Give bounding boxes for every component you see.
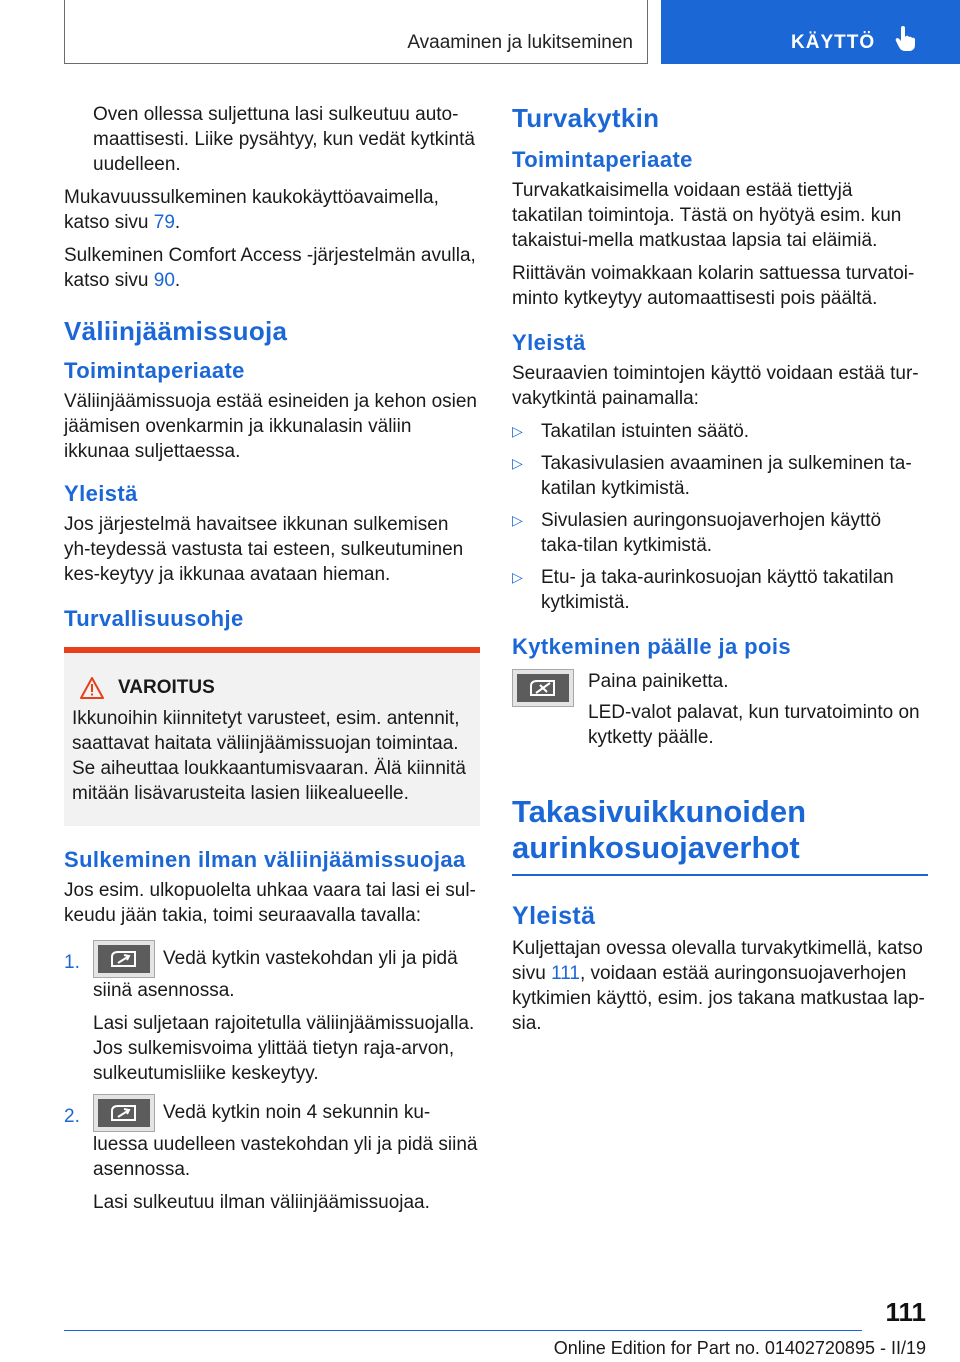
close-without-text: Jos esim. ulkopuolelta uhkaa vaara tai lasi ei sul‐keudu jään takia, toimi seuraavalla tavalla: <box>64 880 476 926</box>
window-switch-button-icon <box>93 940 155 978</box>
list-item <box>512 565 928 615</box>
step-item <box>64 940 480 1086</box>
general-text: Jos järjestelmä havaitsee ikkunan sulkemisen yh‐teydessä vastusta tai esteen, sulkeutuminen kes‐keytyy ja ikkunaa avataan hieman. <box>64 514 464 585</box>
close-without-protection-heading: Sulkeminen ilman väliinjäämissuojaa <box>64 847 466 872</box>
blocked-functions-list <box>512 419 928 615</box>
right-column <box>512 102 928 1044</box>
left-column <box>64 102 480 1229</box>
list-item-text: Takasivulasien avaaminen ja sulkeminen ta‐katilan kytkimistä. <box>541 453 912 499</box>
step-result: Lasi sulkeutuu ilman väliinjäämissuojaa. <box>93 1192 430 1213</box>
step-result: Lasi suljetaan rajoitetulla väliinjäämissuojalla. Jos sulkemisvoima ylittää tietyn raja-arvon, sulkeutumisliike keskeytyy. <box>93 1013 475 1084</box>
on-off-heading: Kytkeminen päälle ja pois <box>512 634 791 659</box>
triangle-bullet-icon: ▷ <box>512 455 523 471</box>
led-text: LED-valot palavat, kun turvatoiminto on kytketty päälle. <box>588 702 920 748</box>
sunblind-chapter-heading: Takasivuikkunoiden aurinkosuojaverhot <box>512 794 928 876</box>
list-item-text: Sivulasien auringonsuojaverhojen käyttö taka‐tilan kytkimistä. <box>541 510 882 556</box>
footer-divider <box>64 1330 862 1331</box>
chapter-text-a: Kuljettajan ovessa olevalla turvakytkimellä, katso sivu <box>512 938 923 984</box>
general-heading: Yleistä <box>512 330 586 355</box>
section-title: Avaaminen ja lukitseminen <box>407 32 633 53</box>
page-link-111[interactable]: 111 <box>551 963 580 984</box>
step-number: 1. <box>64 952 80 973</box>
triangle-bullet-icon: ▷ <box>512 569 523 585</box>
header-section-box <box>64 0 648 64</box>
principle-text-1: Turvakatkaisimella voidaan estää tiettyjä takatilan toimintoja. Tästä on hyötyä esim. kun takaistui‐mella matkustaa lapsia tai eläimiä. <box>512 180 902 251</box>
principle-text: Väliinjäämissuoja estää esineiden ja kehon osien jäämisen ovenkarmin ja ikkunalasin väliin ikkunaa suljettaessa. <box>64 391 477 462</box>
triangle-bullet-icon: ▷ <box>512 512 523 528</box>
steps-list <box>64 940 480 1215</box>
child-lock-button-icon <box>512 669 574 707</box>
step-action-line <box>93 940 480 1003</box>
chapter-general-text <box>512 936 928 1036</box>
step-item <box>64 1094 480 1215</box>
intro-indent-paragraph: Oven ollessa suljettuna lasi sulkeutuu auto‐maattisesti. Liike pysähtyy, kun vedät kytkintä uudelleen. <box>93 104 475 175</box>
step-number: 2. <box>64 1106 80 1127</box>
window-icon <box>109 1102 139 1124</box>
warning-header <box>72 675 472 700</box>
window-icon <box>109 948 139 970</box>
general-heading: Yleistä <box>64 481 138 506</box>
safety-heading: Turvallisuusohje <box>64 606 244 631</box>
led-text-start <box>588 700 928 750</box>
pinch-protection-heading: Väliinjäämissuoja <box>64 316 288 346</box>
list-item-text: Etu- ja taka-aurinkosuojan käyttö takatilan kytkimistä. <box>541 567 894 613</box>
comfort-access-paragraph: Sulkeminen Comfort Access -järjestelmän avulla, katso sivu 90. <box>64 245 476 291</box>
list-item-text: Takatilan istuinten säätö. <box>541 421 750 442</box>
window-switch-button-icon <box>93 1094 155 1132</box>
safety-button-row <box>512 669 928 750</box>
comfort-close-paragraph: Mukavuussulkeminen kaukokäyttöavaimella, katso sivu 79. <box>64 187 439 233</box>
list-item <box>512 419 928 444</box>
safety-switch-heading: Turvakytkin <box>512 103 660 133</box>
list-item <box>512 508 928 558</box>
window-lock-icon <box>528 677 558 699</box>
chapter-text-b: , voidaan estää auringonsuojaverhojen kytkimien käyttö, esim. jos takana matkustaa lap‐sia. <box>512 963 925 1034</box>
page-link-79[interactable]: 79 <box>153 212 175 233</box>
principle-heading: Toimintaperiaate <box>512 147 693 172</box>
press-button-text: Paina painiketta. <box>588 671 729 692</box>
warning-title: VAROITUS <box>118 677 215 698</box>
step-action: Vedä kytkin vastekohdan yli ja pidä siinä asennossa. <box>93 948 458 1001</box>
comfort-access-text: Sulkeminen Comfort Access -järjestelmän avulla, katso sivu <box>64 245 476 291</box>
list-item <box>512 451 928 501</box>
warning-text: Ikkunoihin kiinnitetyt varusteet, esim. antennit, saattavat haitata väliinjäämissuojan toimintaa. Se aiheuttaa loukkaantumisvaaran. Älä kiinnitä mitään lisävarusteita lasien liikealueelle. <box>72 708 466 804</box>
principle-heading: Toimintaperiaate <box>64 358 245 383</box>
principle-text-2: Riittävän voimakkaan kolarin sattuessa turvatoi‐minto kytkeytyy automaattisesti pois päältä. <box>512 263 915 309</box>
page-link-90[interactable]: 90 <box>153 270 175 291</box>
step-action: Vedä kytkin noin 4 sekunnin ku‐luessa uudelleen vastekohdan yli ja pidä siinä asennossa. <box>93 1102 478 1180</box>
edition-text: Online Edition for Part no. 01402720895 - II/19 <box>553 1338 926 1358</box>
pointing-hand-icon <box>895 26 917 52</box>
chapter-general-heading: Yleistä <box>512 902 596 930</box>
chapter-tab-label: KÄYTTÖ <box>791 32 876 53</box>
warning-box <box>64 647 480 826</box>
warning-triangle-icon <box>80 677 104 699</box>
page-number: 111 <box>885 1297 926 1327</box>
general-text: Seuraavien toimintojen käyttö voidaan estää tur‐vakytkintä painamalla: <box>512 363 919 409</box>
step-action-line <box>93 1094 480 1182</box>
comfort-close-text: Mukavuussulkeminen kaukokäyttöavaimella, katso sivu <box>64 187 439 233</box>
chapter-tab[interactable] <box>661 0 960 64</box>
triangle-bullet-icon: ▷ <box>512 423 523 439</box>
